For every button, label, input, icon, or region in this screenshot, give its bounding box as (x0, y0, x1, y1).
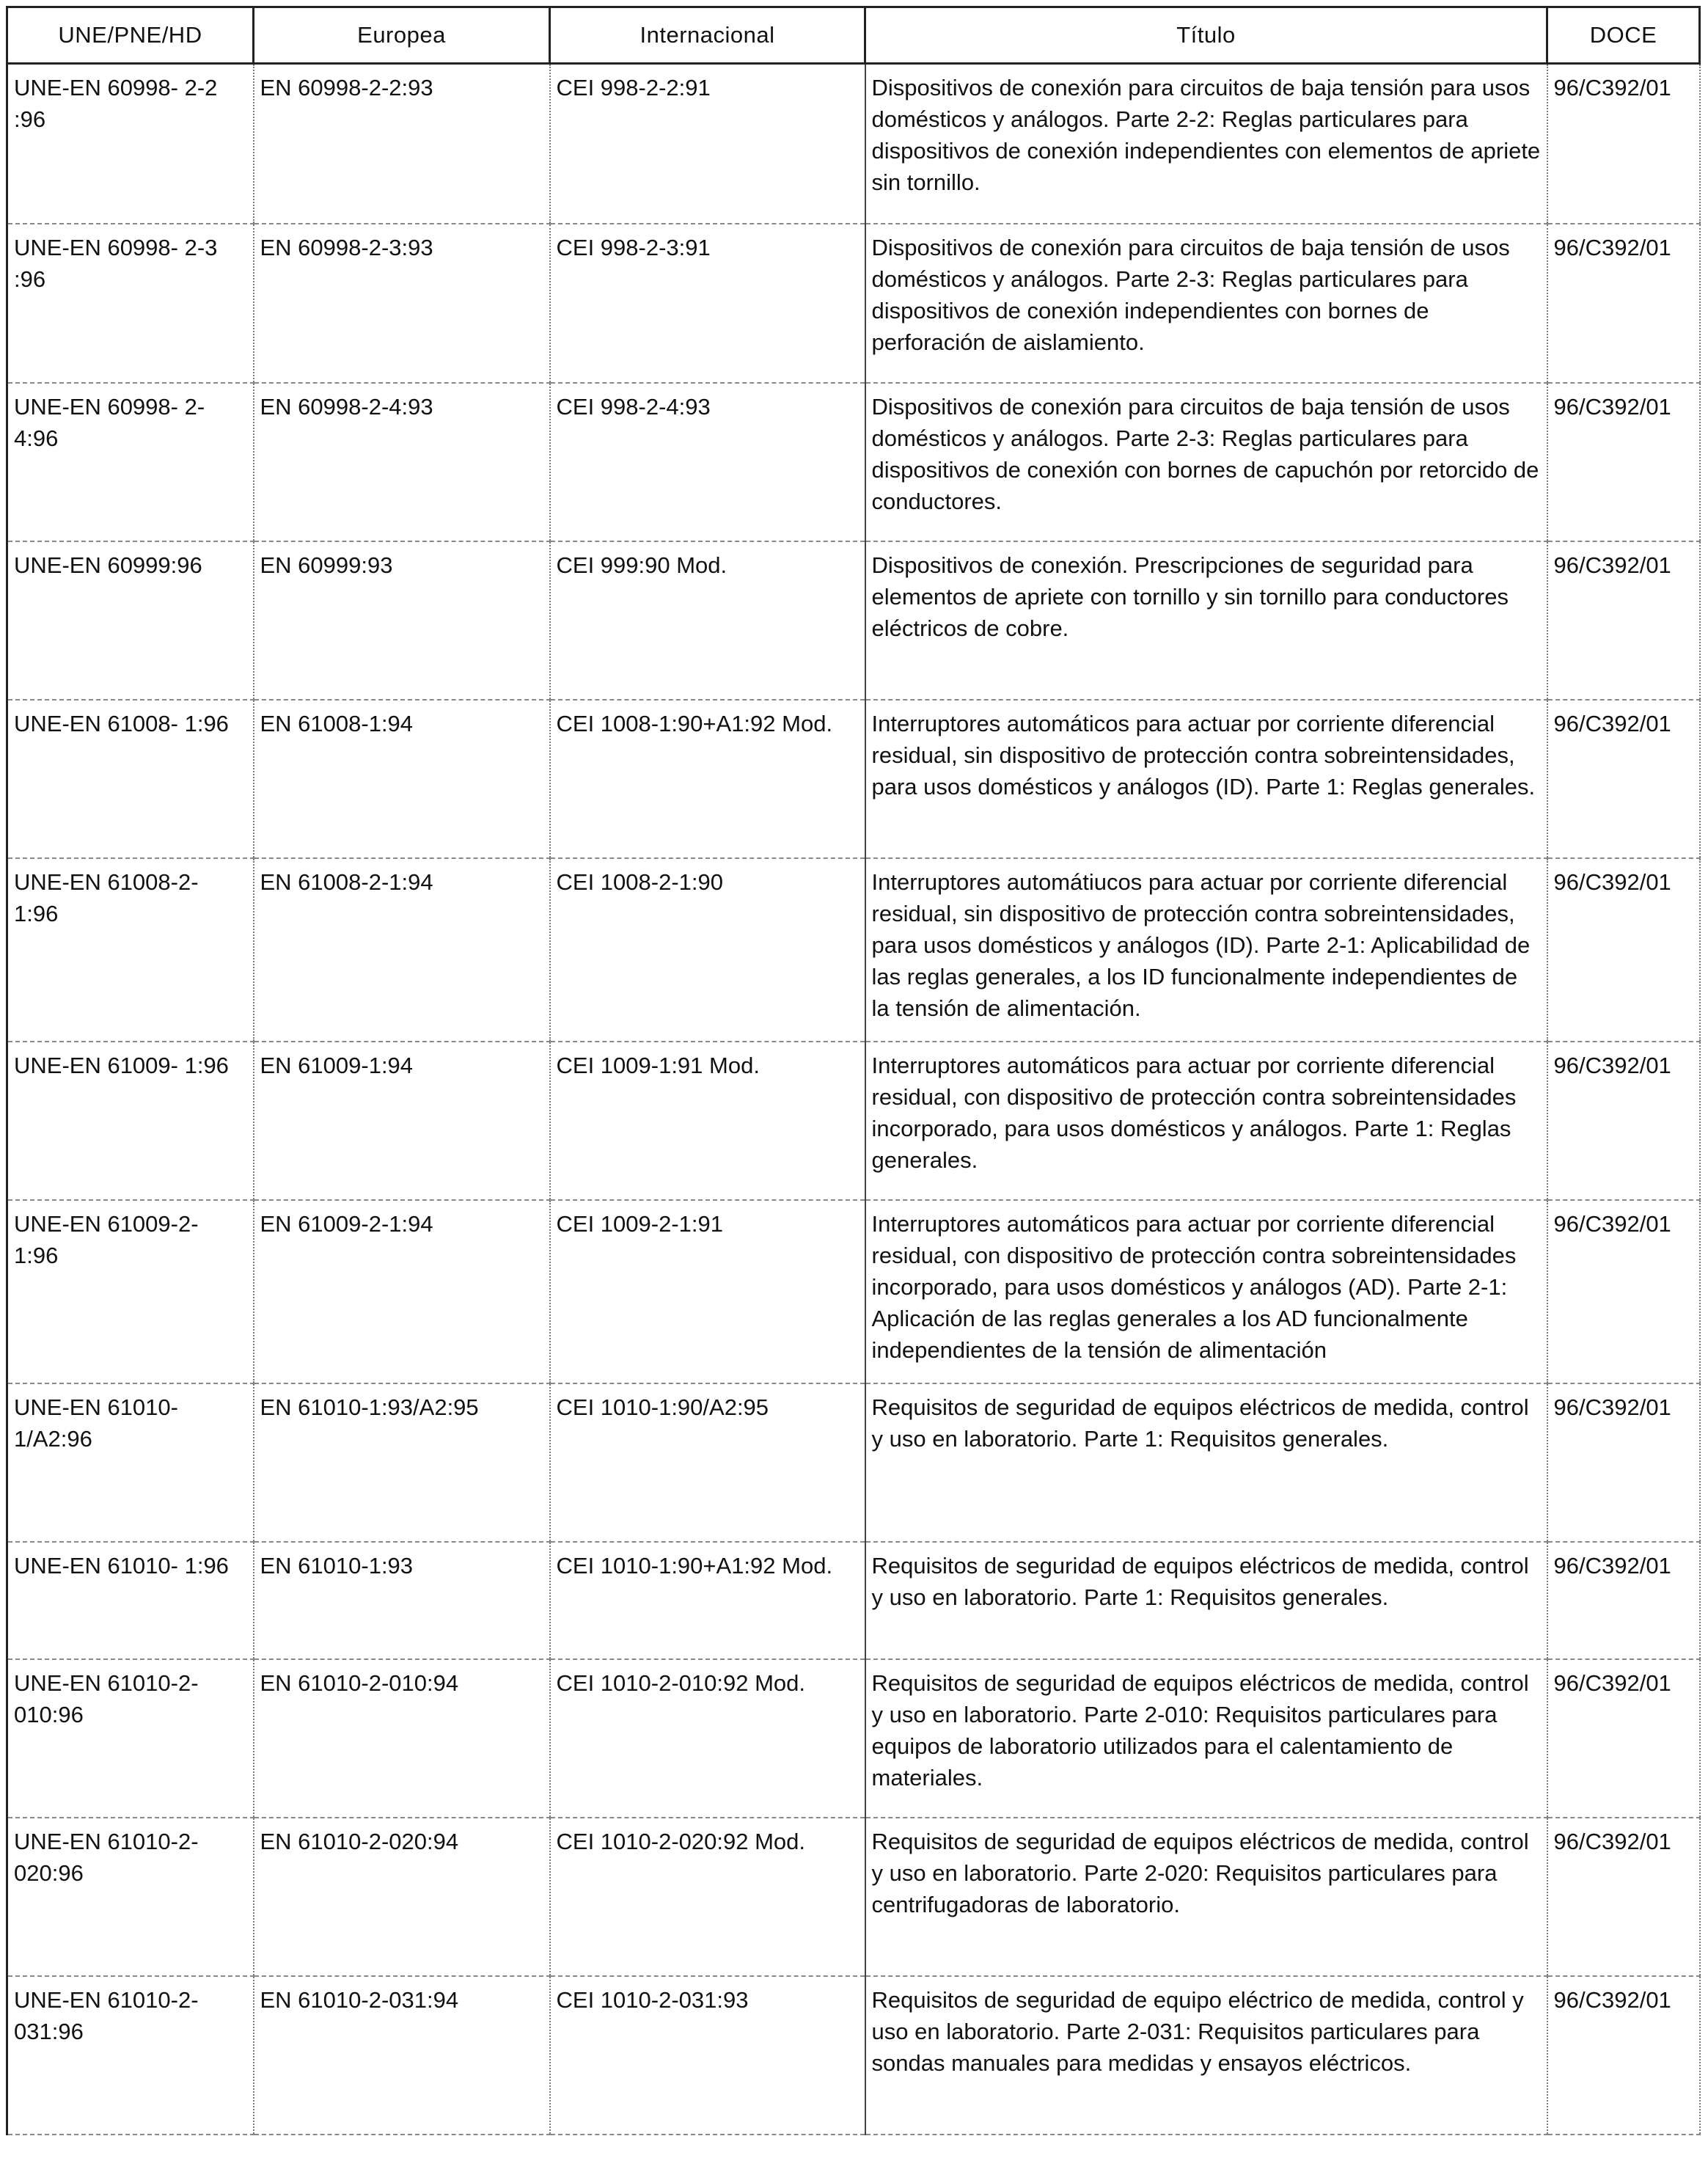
cell-europea: EN 61010-2-020:94 (254, 1818, 550, 1976)
table-row (7, 700, 1700, 858)
cell-titulo: Interruptores automáticos para actuar por corriente diferencial residual, con dispositivo de protección contra sobreintensidades incorporado, para usos domésticos y análogos. Parte 1: Reglas generales. (865, 1042, 1547, 1200)
cell-internacional: CEI 1010-1:90/A2:95 (550, 1383, 865, 1542)
cell-doce: 96/C392/01 (1547, 1200, 1700, 1383)
cell-titulo: Requisitos de seguridad de equipos eléctricos de medida, control y uso en laboratorio. Parte 2-020: Requisitos particulares para centrifugadoras de laboratorio. (865, 1818, 1547, 1976)
cell-doce: 96/C392/01 (1547, 1042, 1700, 1200)
table-row (7, 1042, 1700, 1200)
cell-une: UNE-EN 61010-2- 020:96 (7, 1818, 254, 1976)
header-europea: Europea (254, 7, 550, 64)
cell-internacional: CEI 1010-2-010:92 Mod. (550, 1659, 865, 1818)
table-row (7, 383, 1700, 541)
cell-europea: EN 61008-1:94 (254, 700, 550, 858)
cell-internacional: CEI 1010-2-020:92 Mod. (550, 1818, 865, 1976)
cell-titulo: Interruptores automátiucos para actuar por corriente diferencial residual, sin dispositivo de protección contra sobreintensidades, para usos domésticos y análogos (ID). Parte 2-1: Aplicabilidad de las reglas generales, a los ID funcionalmente independientes de la tensión de alimentación. (865, 858, 1547, 1042)
cell-doce: 96/C392/01 (1547, 1542, 1700, 1659)
cell-internacional: CEI 998-2-4:93 (550, 383, 865, 541)
cell-europea: EN 60998-2-2:93 (254, 64, 550, 224)
cell-doce: 96/C392/01 (1547, 541, 1700, 700)
cell-une: UNE-EN 61010- 1:96 (7, 1542, 254, 1659)
cell-une: UNE-EN 61010-2- 010:96 (7, 1659, 254, 1818)
cell-europea: EN 61008-2-1:94 (254, 858, 550, 1042)
cell-titulo: Interruptores automáticos para actuar por corriente diferencial residual, sin dispositivo de protección contra sobreintensidades, para usos domésticos y análogos (ID). Parte 1: Reglas generales. (865, 700, 1547, 858)
cell-internacional: CEI 1008-1:90+A1:92 Mod. (550, 700, 865, 858)
cell-une: UNE-EN 60998- 2-2 :96 (7, 64, 254, 224)
cell-doce: 96/C392/01 (1547, 224, 1700, 383)
standards-table (6, 6, 1701, 2135)
cell-internacional: CEI 1009-2-1:91 (550, 1200, 865, 1383)
cell-internacional: CEI 999:90 Mod. (550, 541, 865, 700)
cell-internacional: CEI 1009-1:91 Mod. (550, 1042, 865, 1200)
cell-europea: EN 61010-1:93 (254, 1542, 550, 1659)
cell-internacional: CEI 998-2-2:91 (550, 64, 865, 224)
cell-une: UNE-EN 61008-2- 1:96 (7, 858, 254, 1042)
cell-doce: 96/C392/01 (1547, 383, 1700, 541)
table-row (7, 1200, 1700, 1383)
table-row (7, 1976, 1700, 2135)
table-row (7, 541, 1700, 700)
header-row (7, 7, 1700, 64)
cell-doce: 96/C392/01 (1547, 1659, 1700, 1818)
cell-doce: 96/C392/01 (1547, 1383, 1700, 1542)
table-row (7, 224, 1700, 383)
table-row (7, 64, 1700, 224)
table-row (7, 1818, 1700, 1976)
cell-une: UNE-EN 60999:96 (7, 541, 254, 700)
cell-europea: EN 61010-2-010:94 (254, 1659, 550, 1818)
table-row (7, 1383, 1700, 1542)
cell-europea: EN 60998-2-4:93 (254, 383, 550, 541)
table-row (7, 1542, 1700, 1659)
cell-europea: EN 61010-2-031:94 (254, 1976, 550, 2135)
cell-internacional: CEI 1010-2-031:93 (550, 1976, 865, 2135)
cell-europea: EN 61010-1:93/A2:95 (254, 1383, 550, 1542)
cell-titulo: Requisitos de seguridad de equipos eléctricos de medida, control y uso en laboratorio. Parte 1: Requisitos generales. (865, 1383, 1547, 1542)
header-internacional: Internacional (550, 7, 865, 64)
cell-une: UNE-EN 60998- 2- 4:96 (7, 383, 254, 541)
header-doce: DOCE (1547, 7, 1700, 64)
cell-europea: EN 60999:93 (254, 541, 550, 700)
cell-internacional: CEI 1010-1:90+A1:92 Mod. (550, 1542, 865, 1659)
cell-titulo: Requisitos de seguridad de equipos eléctricos de medida, control y uso en laboratorio. Parte 1: Requisitos generales. (865, 1542, 1547, 1659)
table-row (7, 1659, 1700, 1818)
cell-titulo: Dispositivos de conexión para circuitos de baja tensión para usos domésticos y análogos. Parte 2-2: Reglas particulares para dispositivos de conexión independientes con elementos de apriete sin tornillo. (865, 64, 1547, 224)
cell-titulo: Dispositivos de conexión para circuitos de baja tensión de usos domésticos y análogos. Parte 2-3: Reglas particulares para dispositivos de conexión con bornes de capuchón por retorcido de conductores. (865, 383, 1547, 541)
cell-doce: 96/C392/01 (1547, 700, 1700, 858)
cell-internacional: CEI 1008-2-1:90 (550, 858, 865, 1042)
cell-une: UNE-EN 61008- 1:96 (7, 700, 254, 858)
cell-europea: EN 61009-1:94 (254, 1042, 550, 1200)
cell-titulo: Dispositivos de conexión. Prescripciones de seguridad para elementos de apriete con tornillo y sin tornillo para conductores eléctricos de cobre. (865, 541, 1547, 700)
cell-une: UNE-EN 60998- 2-3 :96 (7, 224, 254, 383)
cell-une: UNE-EN 61010-2- 031:96 (7, 1976, 254, 2135)
cell-une: UNE-EN 61009-2- 1:96 (7, 1200, 254, 1383)
cell-doce: 96/C392/01 (1547, 1818, 1700, 1976)
cell-doce: 96/C392/01 (1547, 858, 1700, 1042)
table-header (7, 7, 1700, 64)
table-body (7, 64, 1700, 2135)
table-row (7, 858, 1700, 1042)
cell-titulo: Requisitos de seguridad de equipos eléctricos de medida, control y uso en laboratorio. Parte 2-010: Requisitos particulares para equipos de laboratorio utilizados para el calentamiento de materiales. (865, 1659, 1547, 1818)
cell-titulo: Dispositivos de conexión para circuitos de baja tensión de usos domésticos y análogos. Parte 2-3: Reglas particulares para dispositivos de conexión independientes con bornes de perforación de aislamiento. (865, 224, 1547, 383)
cell-doce: 96/C392/01 (1547, 1976, 1700, 2135)
cell-une: UNE-EN 61010- 1/A2:96 (7, 1383, 254, 1542)
cell-europea: EN 60998-2-3:93 (254, 224, 550, 383)
header-une: UNE/PNE/HD (7, 7, 254, 64)
header-titulo: Título (865, 7, 1547, 64)
cell-titulo: Interruptores automáticos para actuar por corriente diferencial residual, con dispositivo de protección contra sobreintensidades incorporado, para usos domésticos y análogos (AD). Parte 2-1: Aplicación de las reglas generales a los AD funcionalmente independientes de la tensión de alimentación (865, 1200, 1547, 1383)
cell-une: UNE-EN 61009- 1:96 (7, 1042, 254, 1200)
cell-titulo: Requisitos de seguridad de equipo eléctrico de medida, control y uso en laboratorio. Parte 2-031: Requisitos particulares para sondas manuales para medidas y ensayos eléctricos. (865, 1976, 1547, 2135)
cell-internacional: CEI 998-2-3:91 (550, 224, 865, 383)
cell-europea: EN 61009-2-1:94 (254, 1200, 550, 1383)
cell-doce: 96/C392/01 (1547, 64, 1700, 224)
